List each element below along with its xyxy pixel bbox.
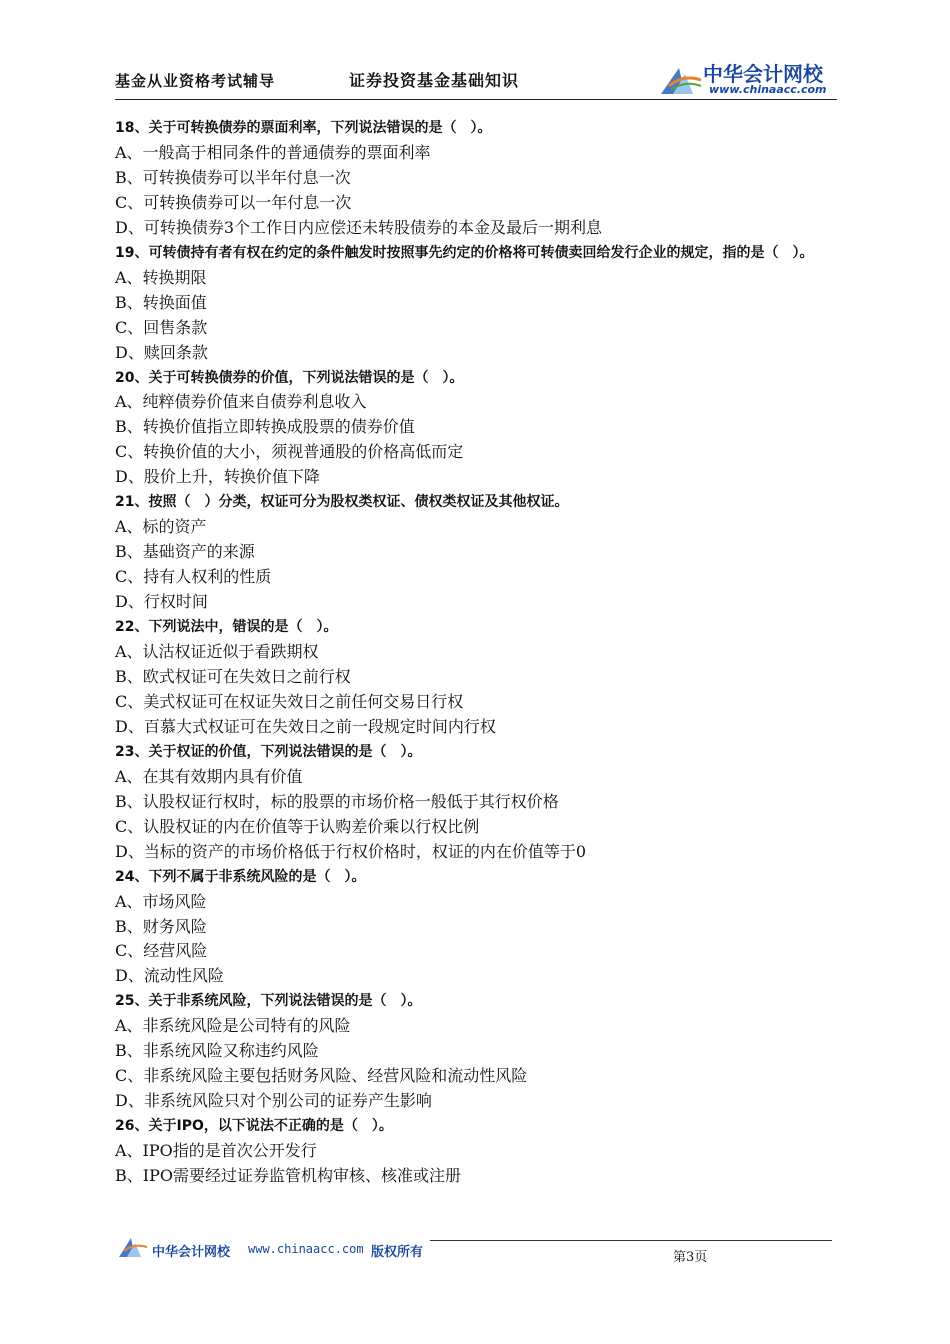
answer-option: D、百慕大式权证可在失效日之前一段规定时间内行权 — [115, 716, 496, 736]
answer-option: D、行权时间 — [115, 592, 208, 612]
subject-title: 证券投资基金基础知识 — [349, 71, 520, 90]
answer-option: C、可转换债券可以一年付息一次 — [115, 192, 352, 212]
question-text: 18、关于可转换债券的票面利率，下列说法错误的是（ ）。 — [115, 120, 492, 136]
answer-option: B、非系统风险又称违约风险 — [115, 1041, 319, 1061]
question-text: 24、下列不属于非系统风险的是（ ）。 — [115, 868, 366, 885]
header-divider — [115, 99, 837, 100]
footer-logo-icon — [118, 1234, 148, 1258]
answer-option: D、股价上升，转换价值下降 — [115, 467, 320, 487]
question-text: 23、关于权证的价值，下列说法错误的是（ ）。 — [115, 743, 422, 760]
answer-option: B、认股权证行权时，标的股票的市场价格一般低于其行权价格 — [115, 791, 559, 811]
page-footer — [118, 1232, 838, 1262]
question-text: 20、关于可转换债券的价值，下列说法错误的是（ ）。 — [115, 369, 464, 386]
answer-option: D、可转换债券3个工作日内应偿还未转股债券的本金及最后一期利息 — [115, 217, 603, 237]
answer-option: B、欧式权证可在失效日之前行权 — [115, 666, 351, 686]
question-block — [115, 989, 835, 1114]
answer-option: B、可转换债券可以半年付息一次 — [115, 167, 351, 187]
question-block — [115, 615, 835, 740]
question-text: 19、可转债持有者有权在约定的条件触发时按照事先约定的价格将可转债卖回给发行企业的规定，指的是（ ）。 — [115, 244, 814, 261]
answer-option: A、标的资产 — [115, 517, 207, 537]
header-logo[interactable] — [659, 58, 837, 100]
logo-mark-icon — [659, 60, 703, 96]
question-block — [115, 490, 835, 615]
footer-rights: 版权所有 — [371, 1245, 424, 1260]
question-block — [115, 740, 835, 865]
answer-option: C、非系统风险主要包括财务风险、经营风险和流动性风险 — [115, 1066, 528, 1086]
answer-option: C、转换价值的大小，须视普通股的价格高低而定 — [115, 442, 464, 462]
answer-option: A、非系统风险是公司特有的风险 — [115, 1016, 351, 1036]
answer-option: D、赎回条款 — [115, 342, 208, 362]
answer-option: A、一般高于相同条件的普通债券的票面利率 — [115, 142, 431, 162]
question-block — [115, 1114, 835, 1189]
question-text: 22、下列说法中，错误的是（ ）。 — [115, 619, 338, 636]
question-block — [115, 865, 835, 990]
page-number: 第3页 — [673, 1250, 708, 1265]
question-block — [115, 116, 835, 241]
answer-option: C、回售条款 — [115, 317, 208, 337]
page-header — [115, 58, 837, 100]
answer-option: B、转换面值 — [115, 292, 207, 312]
answer-option: C、认股权证的内在价值等于认购差价乘以行权比例 — [115, 816, 480, 836]
answer-option: B、财务风险 — [115, 916, 207, 936]
question-text: 21、按照（ ）分类，权证可分为股权类权证、债权类权证及其他权证。 — [115, 494, 569, 511]
answer-option: B、基础资产的来源 — [115, 542, 255, 562]
answer-option: A、认沽权证近似于看跌期权 — [115, 642, 319, 662]
answer-option: A、在其有效期内具有价值 — [115, 766, 303, 786]
question-text: 25、关于非系统风险，下列说法错误的是（ ）。 — [115, 993, 422, 1010]
answer-option: A、纯粹债券价值来自债券利息收入 — [115, 392, 367, 412]
answer-option: A、IPO指的是首次公开发行 — [115, 1141, 317, 1161]
course-title: 基金从业资格考试辅导 — [115, 72, 276, 90]
question-list — [115, 116, 835, 1189]
answer-option: B、IPO需要经过证券监管机构审核、核准或注册 — [115, 1166, 461, 1186]
question-text: 26、关于IPO，以下说法不正确的是（ ）。 — [115, 1118, 393, 1135]
answer-option: D、流动性风险 — [115, 966, 224, 986]
answer-option: C、持有人权利的性质 — [115, 567, 272, 587]
footer-logo-name: 中华会计网校 — [152, 1245, 231, 1260]
answer-option: D、当标的资产的市场价格低于行权价格时，权证的内在价值等于0 — [115, 841, 587, 861]
answer-option: B、转换价值指立即转换成股票的债券价值 — [115, 417, 415, 437]
logo-url: www.chinaacc.com — [709, 83, 827, 96]
answer-option: A、转换期限 — [115, 267, 207, 287]
footer-url[interactable]: www.chinaacc.com — [248, 1242, 364, 1256]
question-block — [115, 366, 835, 491]
logo-name: 中华会计网校 — [703, 62, 823, 86]
answer-option: A、市场风险 — [115, 891, 207, 911]
answer-option: D、非系统风险只对个别公司的证券产生影响 — [115, 1091, 432, 1111]
answer-option: C、美式权证可在权证失效日之前任何交易日行权 — [115, 691, 464, 711]
question-block — [115, 241, 835, 366]
answer-option: C、经营风险 — [115, 941, 208, 961]
